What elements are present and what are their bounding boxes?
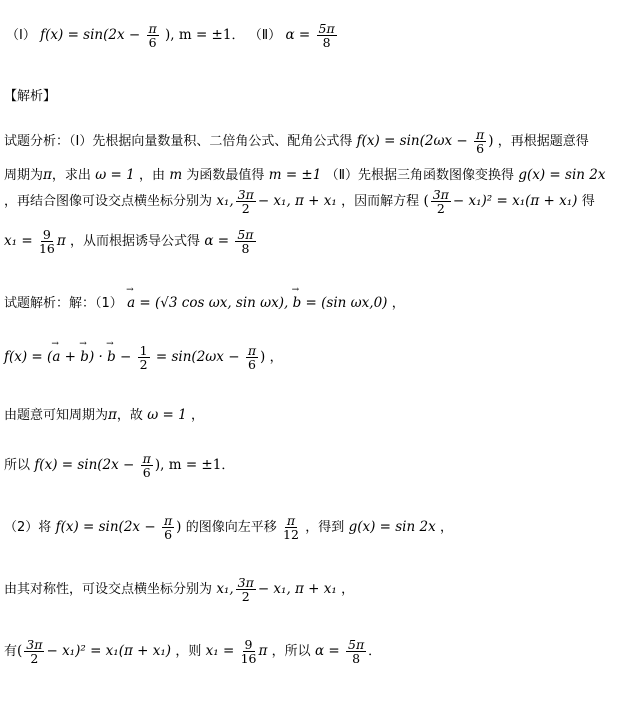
five-pi-over-8-fraction: $\frac{5\pi}{8}$ bbox=[237, 227, 254, 257]
analysis-header: 【解析】 bbox=[4, 89, 57, 104]
answer-line: （Ⅰ） f(x) = sin(2x − $\frac{\pi}{6}$ ), m = ±1． （Ⅱ） α = $\frac{5\pi}{8}$ bbox=[6, 21, 335, 51]
analysis-line-2: 周期为π，求出 ω = 1 ，由 m 为函数最值得 m = ±1 （Ⅱ）先根据三角函数图像变换得 g(x) = sin 2x bbox=[4, 167, 606, 183]
part2-label: （Ⅱ） bbox=[248, 28, 282, 44]
pi-over-6-fraction: $\frac{\pi}{6}$ bbox=[148, 21, 157, 51]
vector-b: → b = (sin ωx,0) bbox=[293, 295, 388, 311]
solution-line-4: 所以 f(x) = sin(2x − $\frac{\pi}{6}$ ), m = ±1． bbox=[4, 451, 235, 481]
pi-over-6-fraction: $\frac{\pi}{6}$ bbox=[476, 127, 485, 157]
analysis-line-4: x₁ = $\frac{9}{16}$ π ，从而根据诱导公式得 α = $\frac{5\pi}{8}$ bbox=[4, 227, 254, 257]
analysis-line-1: 试题分析：（Ⅰ）先根据向量数量积、二倍角公式、配角公式得 f(x) = sin(2ωx − $\frac{\pi}{6}$ ) ，再根据题意得 bbox=[4, 127, 589, 157]
f-expression: f(x) = sin(2ωx − bbox=[356, 133, 468, 150]
solution-line-2: f(x) = (→ a + → b) · → b − $\frac{1}{2}$ = sin(2ωx − $\frac{\pi}{6}$ ) ， bbox=[4, 344, 283, 371]
part1-label: （Ⅰ） bbox=[6, 28, 36, 44]
f-dot-product: f(x) = (→ a + → b) · → b − bbox=[4, 349, 131, 365]
part1-expression: f(x) = sin(2x − bbox=[40, 27, 141, 44]
one-half-fraction: $\frac{1}{2}$ bbox=[139, 343, 148, 373]
five-pi-over-8-fraction: $\frac{5\pi}{8}$ bbox=[318, 21, 335, 51]
nine-over-16-fraction: $\frac{9}{16}$ bbox=[38, 227, 55, 257]
pi-over-12-fraction: $\frac{\pi}{12}$ bbox=[283, 513, 299, 543]
vector-a: → a = (√3 cos ωx, sin ωx), bbox=[127, 295, 288, 311]
solution-line-5: （2）将 f(x) = sin(2x − $\frac{\pi}{6}$ ) 的图像向左平移 $\frac{\pi}{12}$ ，得到 g(x) = sin 2x ， bbox=[4, 513, 453, 543]
solution-line-1: 试题解析：解：（1） → a = (√3 cos ωx, sin ωx), → b = (sin ωx,0) ， bbox=[4, 292, 405, 311]
solution-line-6: 由其对称性，可设交点横坐标分别为 x₁, $\frac{3\pi}{2}$ − x₁, π + x₁ ， bbox=[4, 575, 355, 605]
analysis-line-3: ，再结合图像可设交点横坐标分别为 x₁, $\frac{3\pi}{2}$ − x₁, π + x₁ ，因而解方程 ( $\frac{3\pi}{2}$ − x₁)² = x₁(π + x₁) 得 bbox=[4, 187, 595, 217]
alpha-equals: α = bbox=[285, 27, 311, 44]
solution-line-7: 有( $\frac{3\pi}{2}$ − x₁)² = x₁(π + x₁) ，则 x₁ = $\frac{9}{16}$ π ，所以 α = $\frac{5\pi}{8}$ ． bbox=[4, 637, 382, 667]
solution-line-3: 由题意可知周期为π，故 ω = 1 ， bbox=[4, 407, 205, 423]
three-pi-over-2-fraction: $\frac{3\pi}{2}$ bbox=[237, 187, 254, 217]
